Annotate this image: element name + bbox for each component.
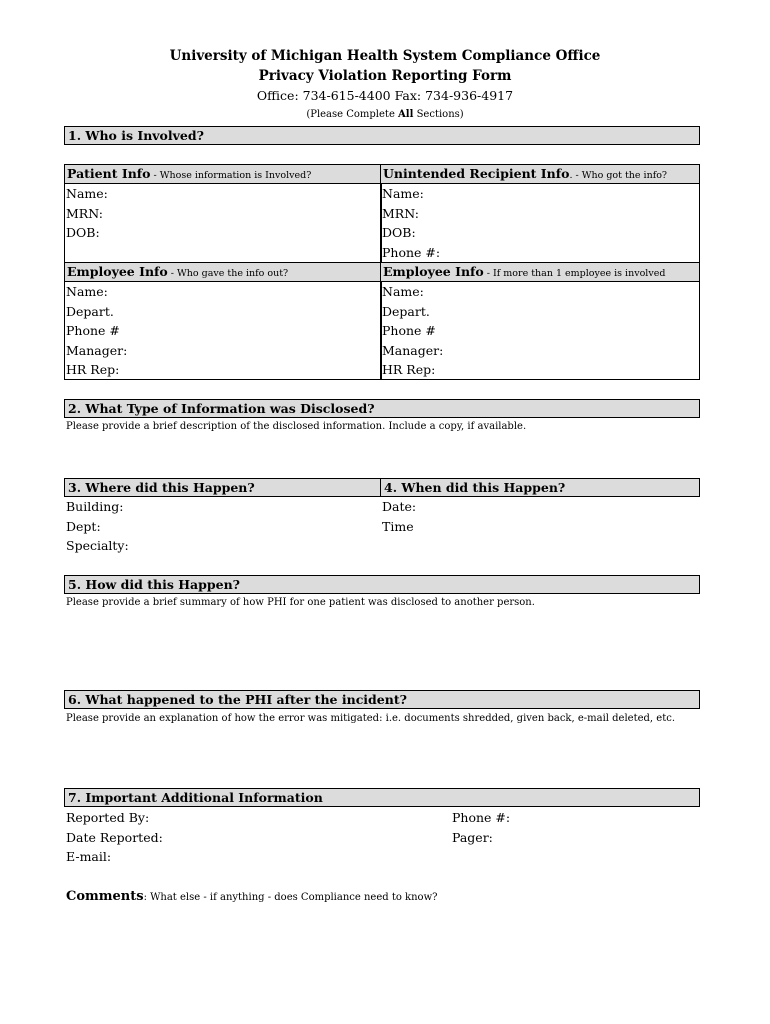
recipient-mrn-field[interactable]: MRN: (382, 205, 419, 221)
recipient-fields (380, 184, 440, 262)
reporter-fields (64, 808, 163, 867)
employee-fields (64, 282, 127, 380)
employee-hr-rep-field[interactable]: HR Rep: (66, 362, 120, 377)
section-6-header: 6. What happened to the PHI after the incident? (64, 690, 700, 709)
employee-2-info-sub: - If more than 1 employee is involved (483, 268, 666, 279)
employee-2-manager-field[interactable]: Manager: (382, 342, 444, 358)
section-4-header: 4. When did this Happen? (380, 478, 700, 497)
employee-info-sub: - Who gave the info out? (167, 268, 289, 279)
employee-phone-field[interactable]: Phone # (66, 323, 120, 338)
contact-info: Office: 734-615-4400 Fax: 734-936-4917 (256, 88, 514, 103)
reporter-phone-field[interactable]: Phone #: (452, 810, 511, 825)
recipient-info-sub: . - Who got the info? (569, 170, 668, 181)
dept-field[interactable]: Dept: (66, 518, 101, 534)
recipient-phone-field[interactable]: Phone #: (382, 244, 441, 260)
employee-2-name-field[interactable]: Name: (382, 284, 424, 299)
section-1-header: 1. Who is Involved? (64, 126, 700, 145)
completion-note (0, 109, 770, 120)
date-field[interactable]: Date: (382, 499, 417, 514)
recipient-info-heading: Unintended Recipient Info (383, 166, 570, 181)
comments-label: Comments (66, 889, 144, 904)
time-field[interactable]: Time (382, 518, 414, 534)
reporter-contact-fields (450, 808, 510, 847)
employee-2-fields (380, 282, 443, 380)
email-field[interactable]: E-mail: (66, 849, 112, 864)
section-2-description: Please provide a brief description of the disclosed information. Include a copy, if available. (66, 421, 527, 432)
employee-2-depart-field[interactable]: Depart. (382, 303, 430, 319)
section-5-header: 5. How did this Happen? (64, 575, 700, 594)
employee-2-info-header (380, 262, 700, 282)
employee-manager-field[interactable]: Manager: (66, 342, 128, 358)
recipient-info-header (380, 164, 700, 184)
patient-info-header (64, 164, 381, 184)
patient-info-heading: Patient Info (67, 166, 151, 181)
patient-dob-field[interactable]: DOB: (66, 225, 100, 240)
form-title: University of Michigan Health System Compliance Office (169, 48, 601, 64)
reported-by-field[interactable]: Reported By: (66, 810, 150, 825)
pager-field[interactable]: Pager: (452, 829, 493, 845)
form-subtitle: Privacy Violation Reporting Form (258, 68, 512, 84)
section-5-description: Please provide a brief summary of how PHI for one patient was disclosed to another person. (66, 597, 535, 608)
section-2-header: 2. What Type of Information was Disclosed? (64, 399, 700, 418)
section-6-description: Please provide an explanation of how the error was mitigated: i.e. documents shredded, given back, e-mail deleted, etc. (66, 713, 675, 724)
comments-sub: : What else - if anything - does Compliance need to know? (143, 892, 438, 903)
comments-line[interactable] (66, 885, 438, 904)
note-pre: (Please Complete (306, 109, 399, 120)
note-post: Sections) (413, 109, 464, 120)
employee-2-info-heading: Employee Info (383, 264, 484, 279)
patient-fields (64, 184, 108, 243)
building-field[interactable]: Building: (66, 499, 124, 514)
employee-depart-field[interactable]: Depart. (66, 303, 114, 319)
patient-info-sub: - Whose information is Involved? (150, 170, 312, 181)
employee-2-hr-rep-field[interactable]: HR Rep: (382, 362, 436, 377)
recipient-dob-field[interactable]: DOB: (382, 225, 416, 240)
section-7-header: 7. Important Additional Information (64, 788, 700, 807)
employee-info-heading: Employee Info (67, 264, 168, 279)
patient-mrn-field[interactable]: MRN: (66, 205, 103, 221)
employee-2-phone-field[interactable]: Phone # (382, 323, 436, 338)
patient-name-field[interactable]: Name: (66, 186, 108, 201)
note-bold: All (398, 109, 414, 120)
specialty-field[interactable]: Specialty: (66, 538, 129, 553)
section-3-header: 3. Where did this Happen? (64, 478, 382, 497)
time-fields (380, 497, 416, 536)
recipient-name-field[interactable]: Name: (382, 186, 424, 201)
employee-info-header (64, 262, 381, 282)
employee-name-field[interactable]: Name: (66, 284, 108, 299)
location-fields (64, 497, 129, 556)
date-reported-field[interactable]: Date Reported: (66, 829, 163, 845)
